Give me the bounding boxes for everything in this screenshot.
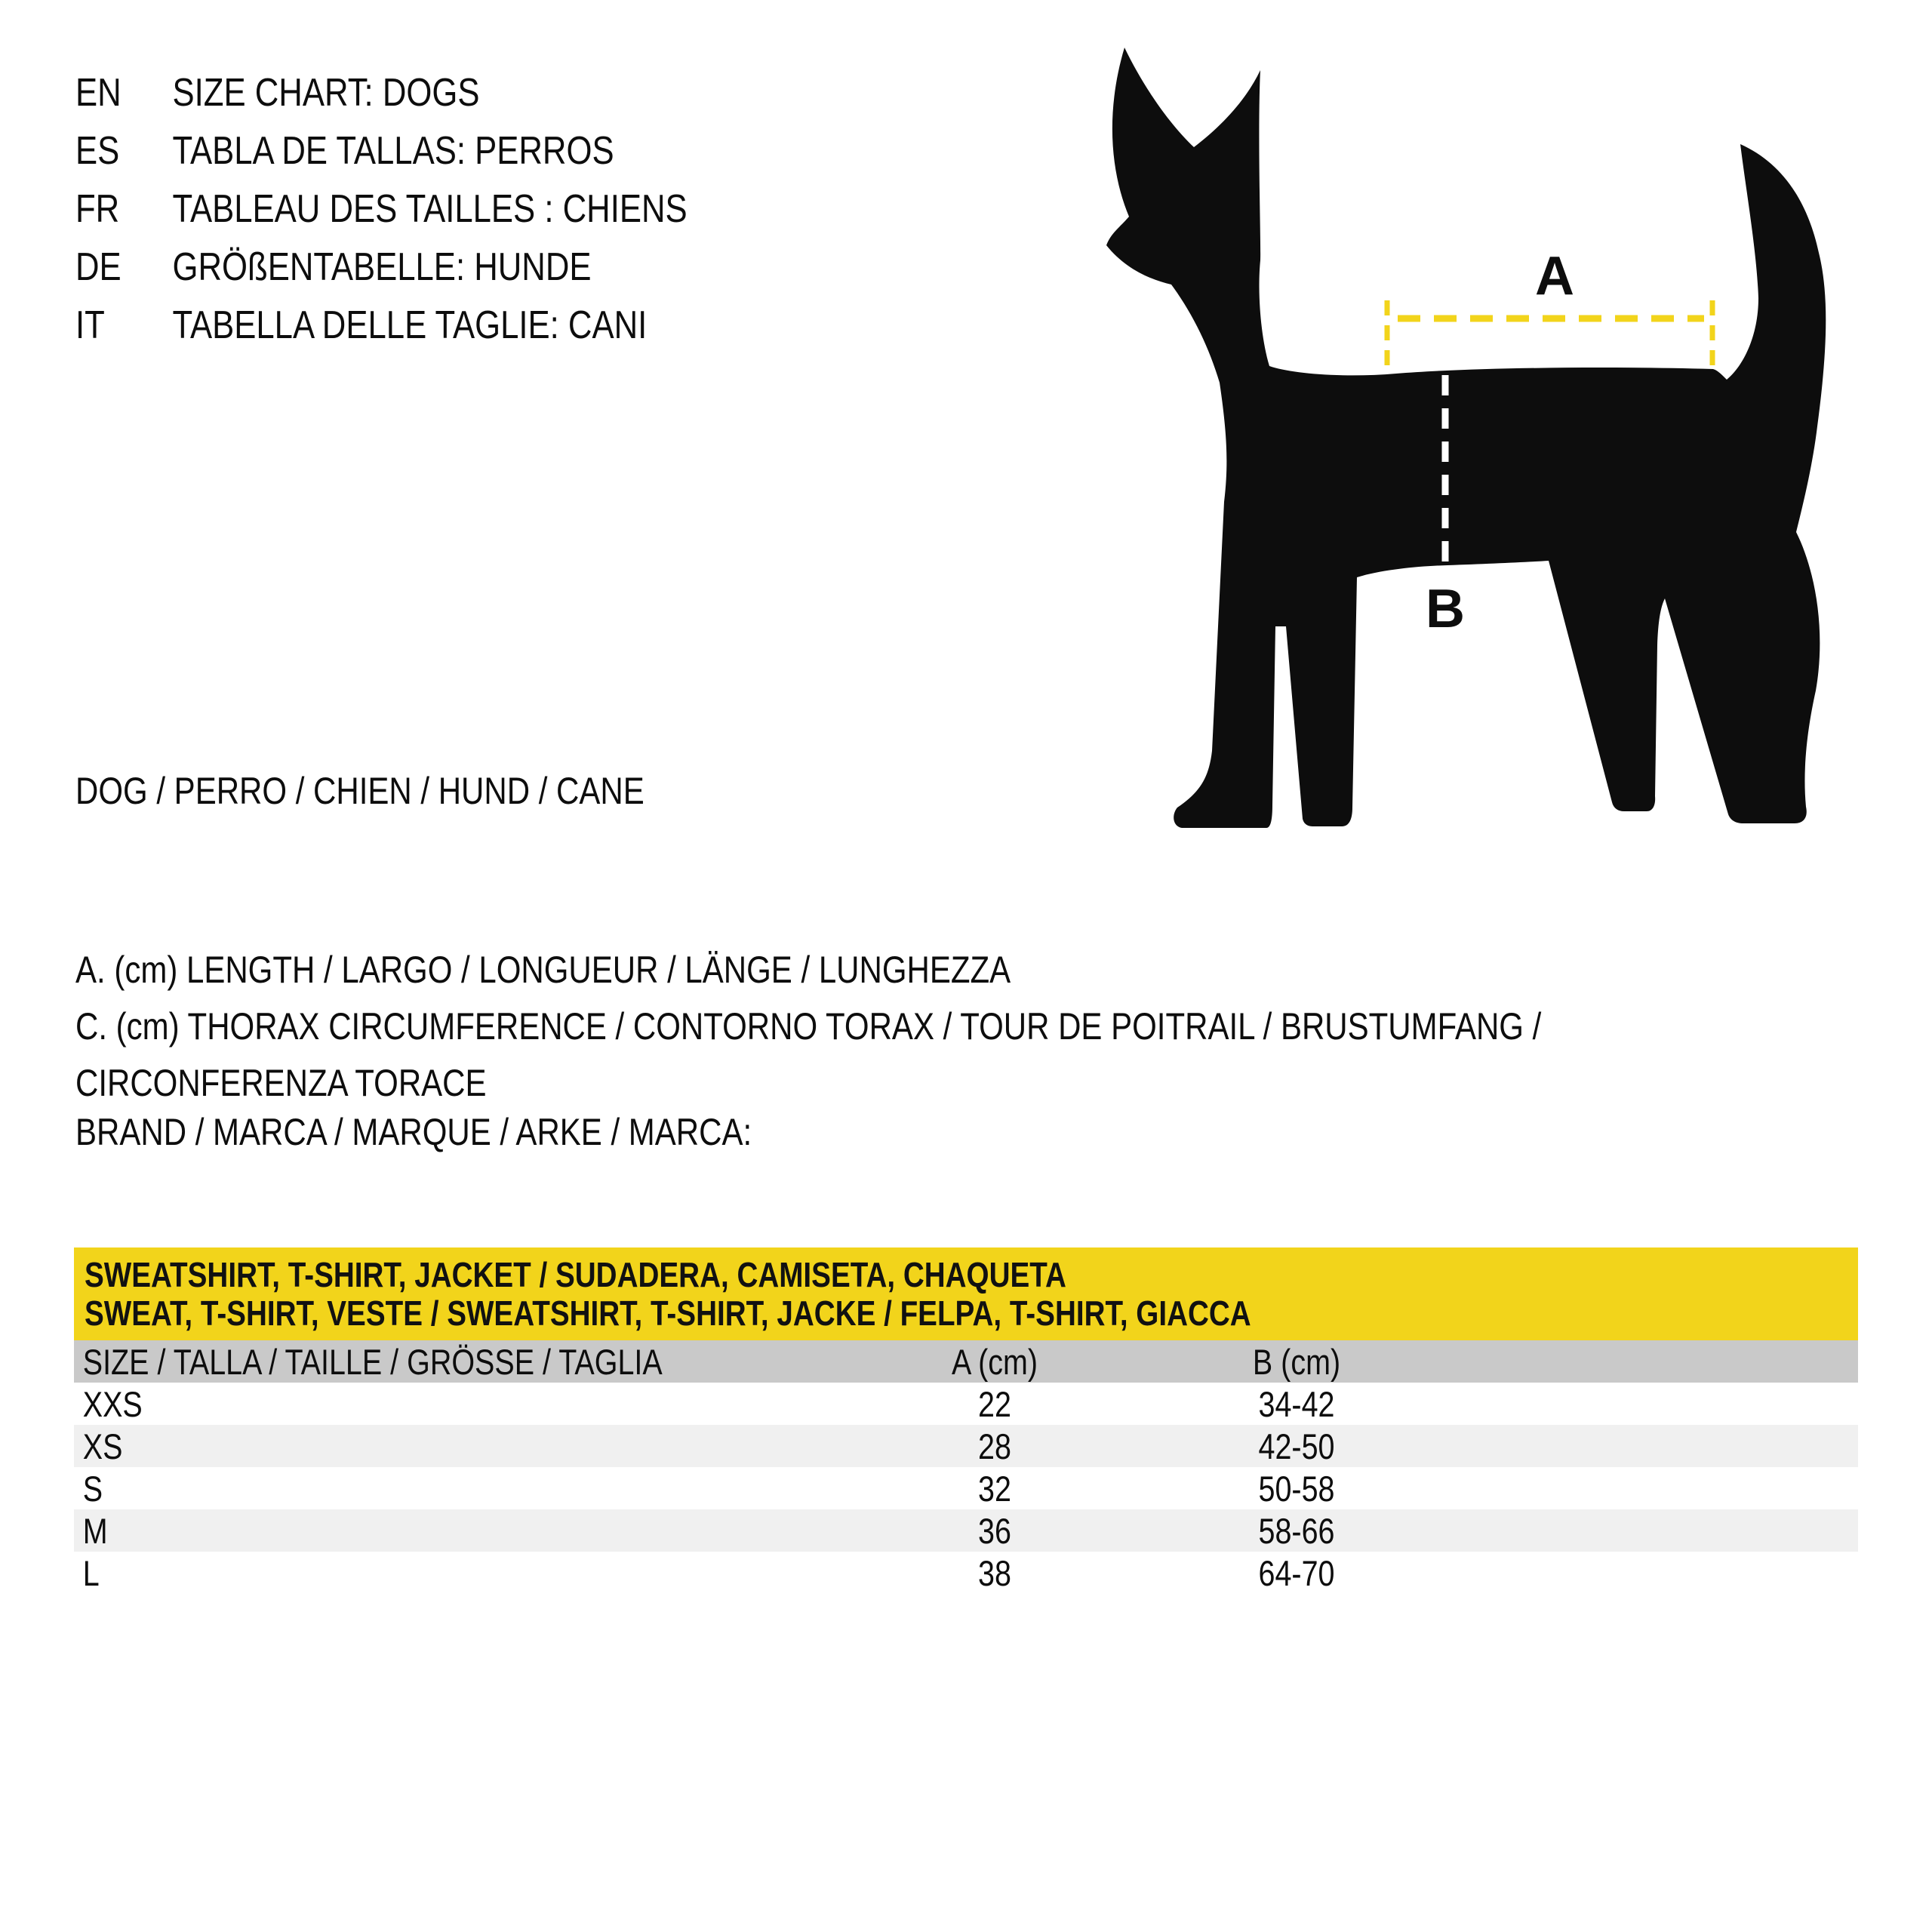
table-row — [74, 1383, 1858, 1425]
cell-b: 58-66 — [1258, 1510, 1335, 1551]
lang-code: ES — [75, 128, 120, 173]
lang-code: IT — [75, 303, 105, 347]
table-header-row — [74, 1340, 1858, 1383]
cell-a: 38 — [978, 1552, 1011, 1593]
dog-silhouette-icon — [1079, 42, 1894, 841]
cell-b: 64-70 — [1258, 1552, 1335, 1593]
cell-a: 28 — [978, 1426, 1011, 1466]
cell-a: 36 — [978, 1510, 1011, 1551]
size-table — [74, 1247, 1858, 1594]
table-row — [74, 1552, 1858, 1594]
lang-title: GRÖßENTABELLE: HUNDE — [172, 245, 592, 289]
table-banner — [74, 1247, 1858, 1340]
dog-measurement-figure — [1079, 42, 1894, 841]
table-row — [74, 1425, 1858, 1467]
cell-b: 34-42 — [1258, 1383, 1335, 1424]
legend-line-a: A. (cm) LENGTH / LARGO / LONGUEUR / LÄNGE / LUNGHEZZA — [75, 949, 1011, 991]
lang-title: TABLA DE TALLAS: PERROS — [172, 128, 614, 173]
cell-b: 50-58 — [1258, 1468, 1335, 1509]
cell-a: 22 — [978, 1383, 1011, 1424]
lang-title: TABLEAU DES TAILLES : CHIENS — [172, 186, 688, 231]
lang-code: FR — [75, 186, 120, 231]
legend-line-c: C. (cm) THORAX CIRCUMFERENCE / CONTORNO TORAX / TOUR DE POITRAIL / BRUSTUMFANG / CIRCONFERENZA TORACE — [75, 1005, 1542, 1104]
cell-size: L — [82, 1552, 100, 1593]
measure-a-label: A — [1535, 246, 1574, 306]
lang-row-fr — [75, 180, 688, 238]
cell-b: 42-50 — [1258, 1426, 1335, 1466]
table-rows — [74, 1383, 1858, 1594]
table-row — [74, 1509, 1858, 1552]
cell-size: M — [82, 1510, 108, 1551]
measurement-legend — [75, 942, 1932, 1112]
cell-a: 32 — [978, 1468, 1011, 1509]
lang-row-de — [75, 238, 688, 296]
table-row — [74, 1467, 1858, 1509]
figure-caption: DOG / PERRO / CHIEN / HUND / CANE — [75, 770, 645, 812]
language-title-list — [75, 63, 804, 354]
lang-title: SIZE CHART: DOGS — [172, 70, 480, 115]
banner-line-2: SWEAT, T-SHIRT, VESTE / SWEATSHIRT, T-SHIRT, JACKE / FELPA, T-SHIRT, GIACCA — [85, 1294, 1251, 1333]
cell-size: XXS — [82, 1383, 143, 1424]
lang-row-es — [75, 122, 688, 180]
cell-size: XS — [82, 1426, 123, 1466]
column-header-size: SIZE / TALLA / TAILLE / GRÖSSE / TAGLIA — [82, 1341, 663, 1382]
brand-line: BRAND / MARCA / MARQUE / ARKE / MARCA: — [75, 1111, 752, 1153]
measure-b-label: B — [1426, 579, 1465, 639]
lang-row-it — [75, 296, 688, 354]
cell-size: S — [82, 1468, 103, 1509]
lang-row-en — [75, 63, 688, 122]
column-header-b: B (cm) — [1252, 1341, 1341, 1382]
lang-code: DE — [75, 245, 122, 289]
lang-code: EN — [75, 70, 122, 115]
banner-line-1: SWEATSHIRT, T-SHIRT, JACKET / SUDADERA, CAMISETA, CHAQUETA — [85, 1255, 1066, 1294]
column-header-a: A (cm) — [951, 1341, 1038, 1382]
lang-title: TABELLA DELLE TAGLIE: CANI — [172, 303, 648, 347]
